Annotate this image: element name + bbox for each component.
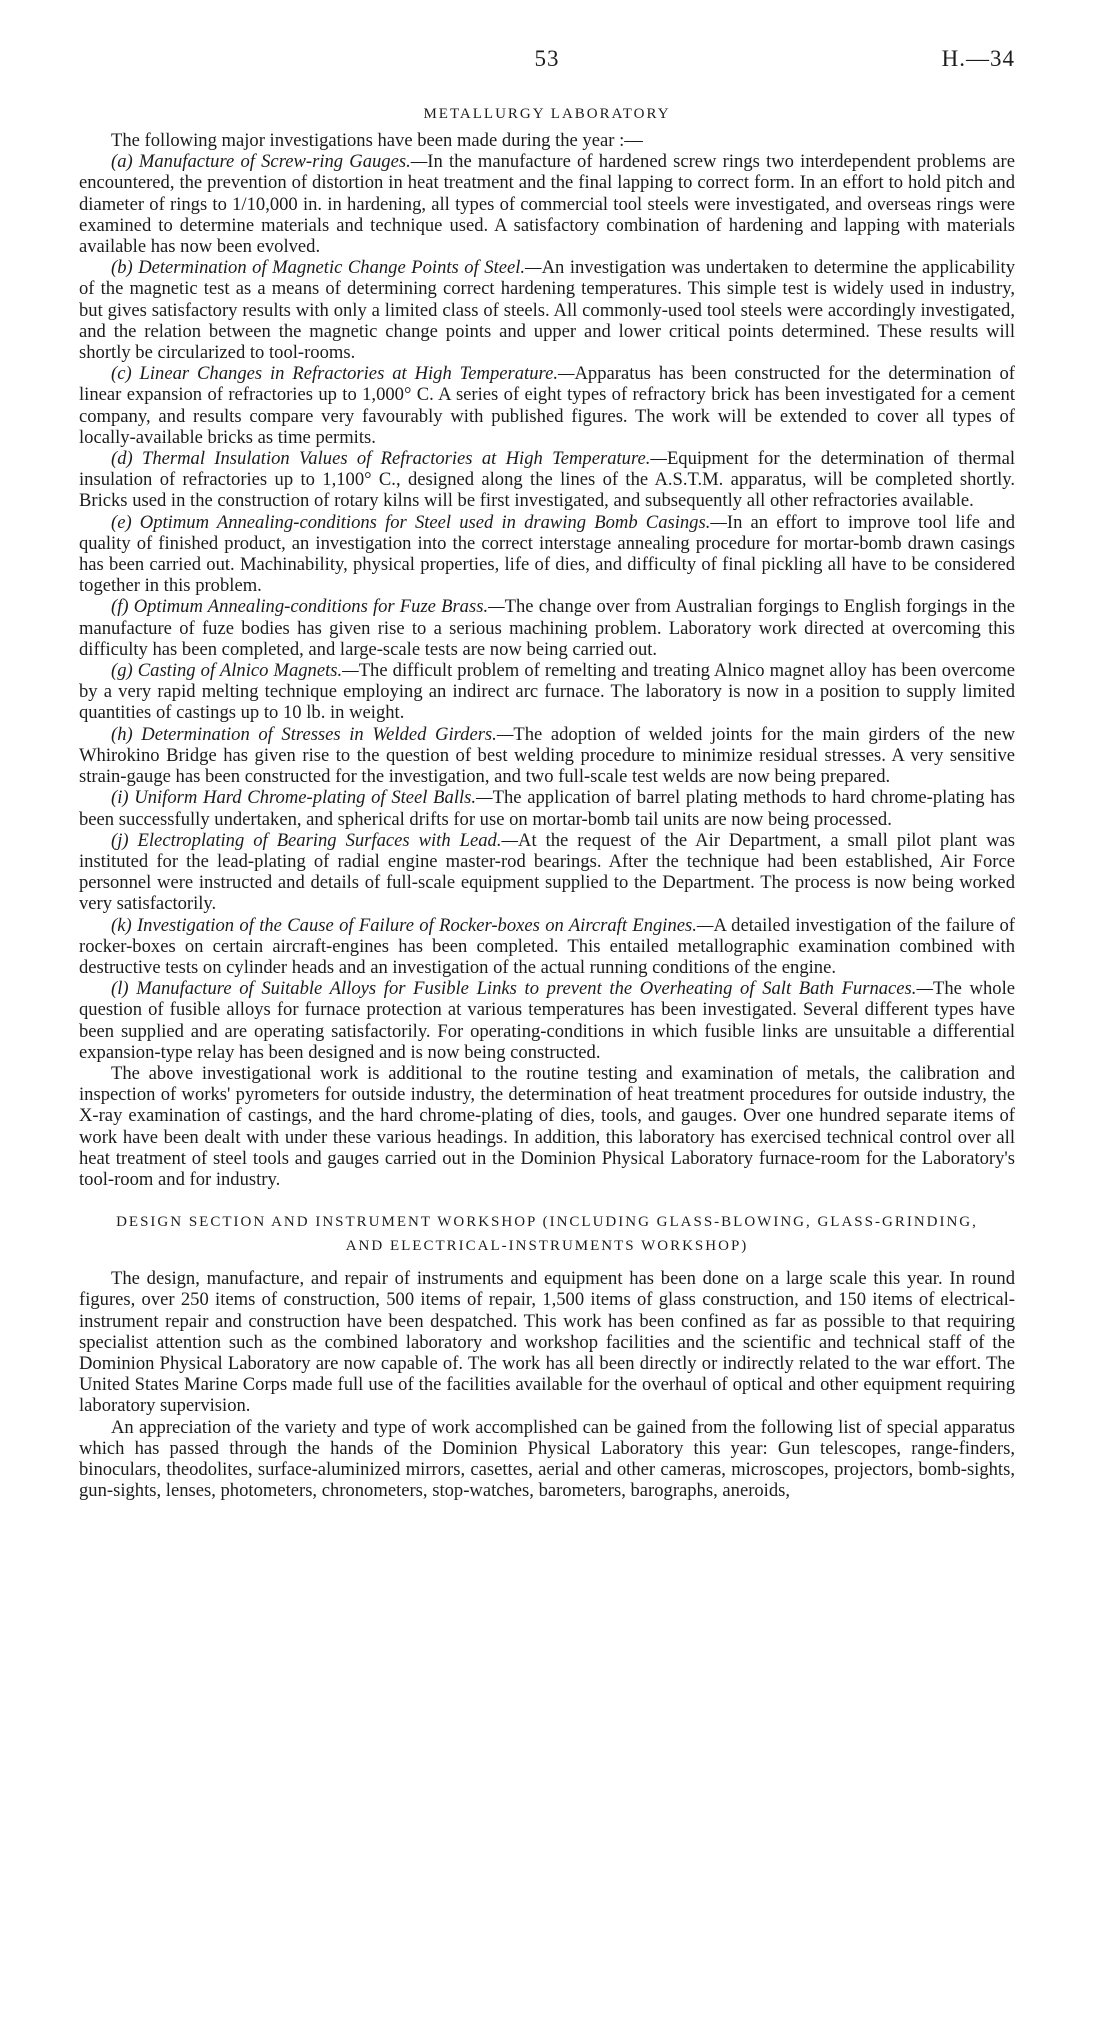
intro-paragraph: The following major investigations have been made during the year :— — [111, 130, 643, 151]
item-text: Apparatus has been constructed for the determination of linear expansion of refractories up to 1,000° C. A series of eight types of refractory brick has been investigated for a cement company, and results compare very favourably with published figures. The work will be extended to cover all types of locally-available bricks as time permits. — [79, 363, 1015, 448]
item-paragraph-e — [79, 512, 1015, 597]
item-paragraph-b — [79, 257, 1015, 363]
item-text: A detailed investigation of the failure of rocker-boxes on certain aircraft-engines has been completed. This entailed metallographic examination combined with destructive tests on cylinder heads and an investigation of the actual running conditions of the engine. — [79, 914, 1015, 978]
item-paragraph-f — [79, 596, 1015, 660]
item-title: (j) Electroplating of Bearing Surfaces with Lead.— — [111, 829, 519, 851]
design-paragraph-1: The design, manufacture, and repair of instruments and equipment has been done on a large scale this year. In round figures, over 250 items of construction, 500 items of repair, 1,500 items of glass construction, and 150 items of electrical-instrument repair and construction have been despatched. This work has been confined as far as possible to that requiring specialist attention such as the combined laboratory and workshop facilities and the scientific and technical staff of the Dominion Physical Laboratory are now capable of. The work has all been directly or indirectly related to the war effort. The United States Marine Corps made full use of the facilities available for the overhaul of optical and other equipment requiring laboratory supervision. — [79, 1268, 1015, 1417]
item-title: (e) Optimum Annealing-conditions for Steel used in drawing Bomb Casings.— — [111, 511, 727, 533]
item-text: The whole question of fusible alloys for furnace protection at various temperatures has been investigated. Several different types have been supplied and are operating satisfactorily. For operating-conditions in which fusible links are unsuitable a differential expansion-type relay has been designed and is now being constructed. — [79, 978, 1015, 1063]
heading-line: DESIGN SECTION AND INSTRUMENT WORKSHOP (INCLUDING GLASS-BLOWING, GLASS-GRINDING, — [116, 1214, 978, 1231]
item-title: (c) Linear Changes in Refractories at High Temperature.— — [111, 363, 575, 385]
item-title: (a) Manufacture of Screw-ring Gauges.— — [111, 151, 428, 173]
item-title: (h) Determination of Stresses in Welded Girders.— — [111, 723, 514, 745]
item-title: (d) Thermal Insulation Values of Refractories at High Temperature.— — [111, 448, 667, 470]
item-paragraph-g — [79, 660, 1015, 724]
item-paragraph-l — [79, 978, 1015, 1063]
item-paragraph-j — [79, 830, 1015, 915]
item-paragraph-k — [79, 915, 1015, 979]
item-text: At the request of the Air Department, a small pilot plant was instituted for the lead-plating of radial engine master-rod bearings. After the technique had been established, Air Force personnel were instructed and details of full-scale equipment supplied to the Department. The process is now being worked very satisfactorily. — [79, 829, 1015, 915]
item-title: (f) Optimum Annealing-conditions for Fuze Brass.— — [111, 596, 505, 618]
heading-line: AND ELECTRICAL-INSTRUMENTS WORKSHOP) — [345, 1238, 749, 1255]
item-paragraph-d — [79, 448, 1015, 512]
section-heading-design — [79, 1210, 1015, 1258]
item-title: (l) Manufacture of Suitable Alloys for Fusible Links to prevent the Overheating of Salt Bath Furnaces.— — [111, 978, 933, 1000]
item-title: (i) Uniform Hard Chrome-plating of Steel Balls.— — [111, 787, 493, 809]
item-paragraph-i — [79, 787, 1015, 829]
item-text: In the manufacture of hardened screw rings two interdependent problems are encountered, the prevention of distortion in heat treatment and the final lapping to correct form. In an effort to hold pitch and diameter of rings to 1/10,000 in. in hardening, all types of commercial tool steels were investigated, and overseas rings were examined to determine materials and technique used. A satisfactory combination of hardening and lapping with materials available has now been evolved. — [79, 151, 1015, 258]
item-paragraph-h — [79, 724, 1015, 788]
item-text: The adoption of welded joints for the main girders of the new Whirokino Bridge has given rise to the question of best welding procedure to minimize residual stresses. A very sensitive strain-gauge has been constructed for the investigation, and two full-scale test welds are now being prepared. — [79, 723, 1015, 788]
item-title: (g) Casting of Alnico Magnets.— — [111, 660, 359, 682]
item-text: The difficult problem of remelting and treating Alnico magnet alloy has been overcome by a very rapid melting technique employing an indirect arc furnace. The laboratory is now in a position to supply limited quantities of castings up to 10 lb. in weight. — [79, 660, 1016, 724]
item-text: Equipment for the determination of thermal insulation of refractories up to 1,100° C., designed along the lines of the A.S.T.M. apparatus, will be completed shortly. Bricks used in the construction of rotary kilns will be first investigated, and subsequently all other refractories available. — [79, 448, 1015, 512]
document-reference: H.—34 — [941, 46, 1015, 71]
item-text: The change over from Australian forgings to English forgings in the manufacture of fuze bodies has given rise to a serious machining problem. Laboratory work directed at overcoming this difficulty has been completed, and large-scale tests are now being carried out. — [79, 596, 1016, 660]
item-text: In an effort to improve tool life and quality of finished product, an investigation into the correct interstage annealing procedure for mortar-bomb drawn casings has been carried out. Machinability, physical properties, life of dies, and difficulty of final pickling all have to be considered together in this problem. — [79, 511, 1015, 597]
closing-paragraph: The above investigational work is additional to the routine testing and examination of metals, the calibration and inspection of works' pyrometers for outside industry, the determination of heat treatment procedures for outside industry, the X-ray examination of castings, and the hard chrome-plating of dies, tools, and gauges. Over one hundred separate items of work have been dealt with under these various headings. In addition, this laboratory has exercised technical control over all heat treatment of steel tools and gauges carried out in the Dominion Physical Laboratory furnace-room for the Laboratory's tool-room and for industry. — [79, 1062, 1015, 1190]
item-paragraph-a — [79, 151, 1015, 257]
page-header — [79, 40, 1015, 80]
item-title: (b) Determination of Magnetic Change Points of Steel.— — [111, 257, 542, 279]
document-page — [79, 40, 1015, 1501]
page-number: 53 — [534, 46, 560, 71]
item-text: An investigation was undertaken to determine the applicability of the magnetic test as a means of determining correct hardening temperatures. This simple test is widely used in industry, but gives satisfactory results with only a limited class of steels. All commonly-used tool steels were accordingly investigated, and the relation between the magnetic change points and upper and lower critical points determined. These results will shortly be circularized to tool-rooms. — [79, 257, 1015, 364]
section-heading-metallurgy: METALLURGY LABORATORY — [423, 106, 671, 122]
design-paragraph-2: An appreciation of the variety and type of work accomplished can be gained from the following list of special apparatus which has passed through the hands of the Dominion Physical Laboratory this year: Gun telescopes, range-finders, binoculars, theodolites, surface-aluminized mirrors, casettes, aerial and other cameras, microscopes, projectors, bomb-sights, gun-sights, lenses, photometers, chronometers, stop-watches, barometers, barographs, aneroids, — [79, 1416, 1015, 1502]
item-title: (k) Investigation of the Cause of Failure of Rocker-boxes on Aircraft Engines.— — [111, 914, 714, 936]
item-paragraph-c — [79, 363, 1015, 448]
item-text: The application of barrel plating methods to hard chrome-plating has been successfully undertaken, and spherical drifts for use on mortar-bomb tail units are now being processed. — [79, 787, 1016, 830]
